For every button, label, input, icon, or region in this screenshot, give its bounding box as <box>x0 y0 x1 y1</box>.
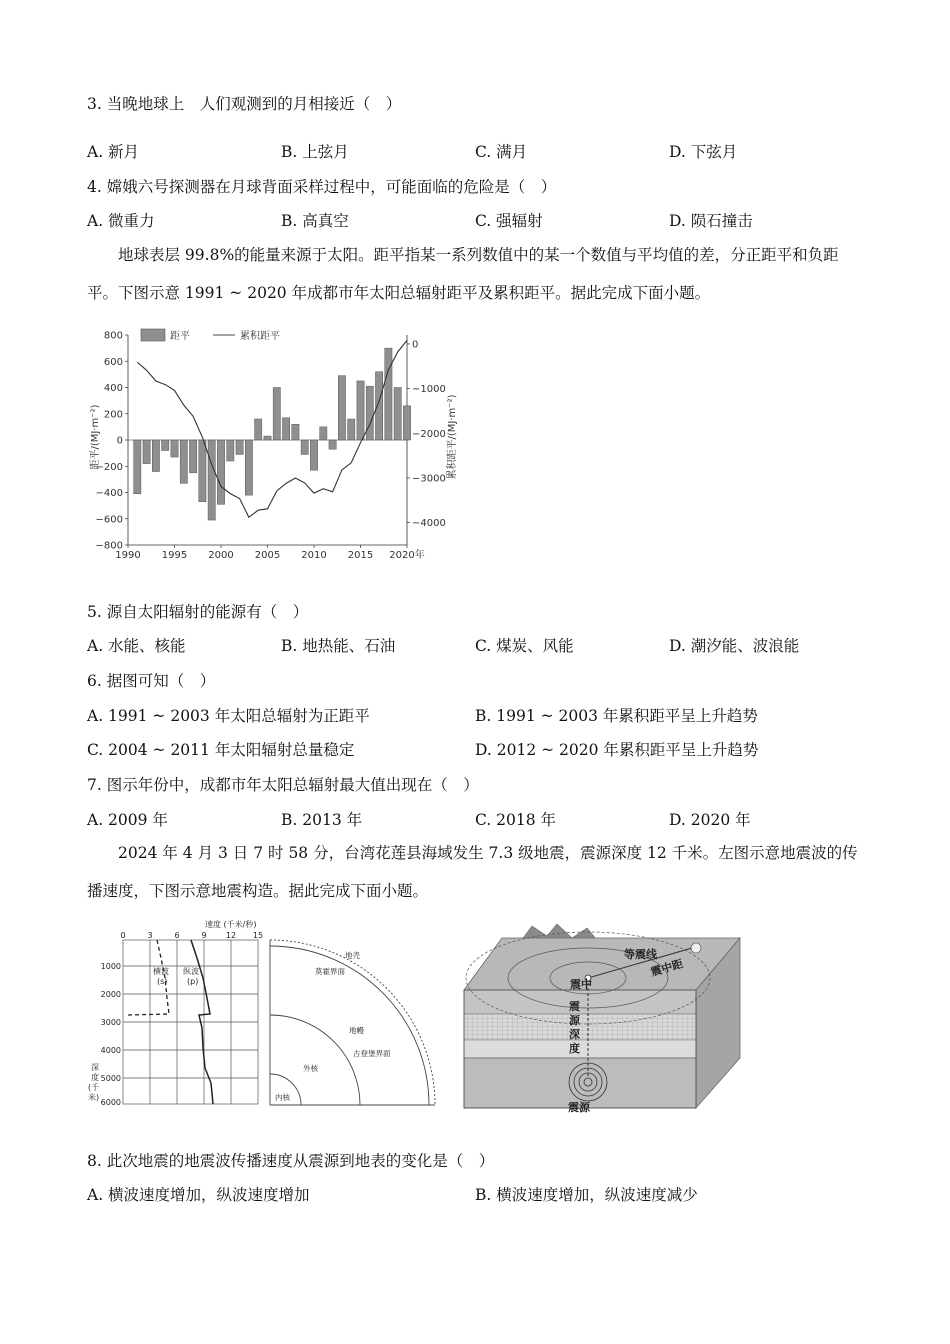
anomaly-bar <box>310 440 317 470</box>
left-tick-label: −600 <box>95 514 123 526</box>
depth-label: 度 <box>91 1073 99 1082</box>
passage-earthquake: 2024 年 4 月 3 日 7 时 58 分，台湾花莲县海域发生 7.3 级地震，震源深度 12 千米。左图示意地震波的传播速度，下图示意地震构造。据此完成下面小题。 <box>87 844 858 900</box>
right-tick-label: 0 <box>412 339 419 351</box>
anomaly-bar <box>348 419 355 440</box>
right-axis-label: 累积距平/(MJ·m⁻²) <box>447 394 458 480</box>
crust-outline <box>270 940 435 1105</box>
s-wave-label: (s) <box>157 977 168 986</box>
left-tick-label: 800 <box>103 330 123 342</box>
q6-option-c: C. 2004 ~ 2011 年太阳辐射总量稳定 <box>87 741 355 759</box>
anomaly-bar <box>282 418 289 440</box>
q5-stem: 5. 源自太阳辐射的能源有（ ） <box>87 603 309 621</box>
q5-option-b: B. 地热能、石油 <box>281 637 396 655</box>
seismic-wave-velocity-figure <box>87 918 439 1110</box>
focal-depth-char: 深 <box>569 1028 580 1041</box>
passage-solar-radiation: 地球表层 99.8%的能量来源于太阳。距平指某一系列数值中的某一个数值与平均值的差，分正距平和负距平。下图示意 1991 ~ 2020 年成都市年太阳总辐射距平及累积距平。据此完成下面小题。 <box>87 246 839 302</box>
anomaly-bar <box>199 440 206 502</box>
right-tick-label: −3000 <box>412 473 446 485</box>
anomaly-bar <box>338 376 345 440</box>
anomaly-bar <box>329 440 336 449</box>
x-tick-label: 2005 <box>254 550 281 561</box>
depth-label: (千 <box>88 1083 100 1092</box>
anomaly-bar <box>320 427 327 440</box>
depth-label: 深 <box>91 1063 99 1072</box>
epicenter-label: 震中 <box>570 978 592 991</box>
q3-stem: 3. 当晚地球上 人们观测到的月相接近（ ） <box>87 95 402 113</box>
q7-option-a: A. 2009 年 <box>87 811 168 829</box>
focal-depth-char: 度 <box>569 1042 580 1055</box>
x-tick-label: 2015 <box>347 550 374 561</box>
q3-option-b: B. 上弦月 <box>281 143 349 161</box>
x-tick-label: 2000 <box>208 550 234 561</box>
q6-stem: 6. 据图可知（ ） <box>87 672 216 690</box>
speed-tick: 6 <box>174 931 180 940</box>
anomaly-bar <box>180 440 187 483</box>
gutenberg-outline <box>270 1015 360 1105</box>
anomaly-bar <box>273 388 280 441</box>
q6-option-a: A. 1991 ~ 2003 年太阳总辐射为正距平 <box>87 707 370 725</box>
anomaly-bar <box>366 386 373 440</box>
depth-tick: 5000 <box>100 1074 121 1083</box>
q7-stem: 7. 图示年份中，成都市年太阳总辐射最大值出现在（ ） <box>87 776 479 794</box>
q7-option-b: B. 2013 年 <box>281 811 363 829</box>
anomaly-bar <box>208 440 215 520</box>
depth-tick: 3000 <box>100 1018 121 1027</box>
earthquake-structure-figure <box>462 918 746 1114</box>
q4-option-b: B. 高真空 <box>281 212 349 230</box>
layer-inner-core: 内核 <box>275 1093 290 1102</box>
speed-tick: 3 <box>147 931 153 940</box>
left-tick-label: 600 <box>103 356 123 368</box>
anomaly-bar <box>264 436 271 440</box>
left-tick-label: 0 <box>116 435 123 447</box>
anomaly-bar <box>292 424 299 440</box>
q4-option-a: A. 微重力 <box>87 212 155 230</box>
left-tick-label: 400 <box>103 383 123 394</box>
anomaly-bar <box>236 440 243 454</box>
anomaly-bar <box>171 440 178 457</box>
q6-option-b: B. 1991 ~ 2003 年累积距平呈上升趋势 <box>475 707 758 725</box>
solar-radiation-anomaly-chart <box>85 322 465 572</box>
layer-crust: 地壳 <box>345 951 360 960</box>
anomaly-bar <box>217 440 224 504</box>
left-tick-label: −200 <box>95 461 123 473</box>
layer-mantle: 地幔 <box>349 1026 364 1035</box>
q4-stem: 4. 嫦娥六号探测器在月球背面采样过程中，可能面临的危险是（ ） <box>87 178 557 196</box>
anomaly-bar <box>162 440 169 451</box>
rock-layer-3 <box>464 1040 696 1058</box>
x-tick-label: 2010 <box>301 550 327 561</box>
q3-option-a: A. 新月 <box>87 143 140 161</box>
anomaly-bar <box>189 440 196 473</box>
q7-option-c: C. 2018 年 <box>475 811 557 829</box>
x-tick-label: 2020年 <box>389 550 425 561</box>
left-axis-label: 距平/(MJ·m⁻²) <box>90 404 101 470</box>
q8-option-a: A. 横波速度增加，纵波速度增加 <box>87 1186 310 1204</box>
right-tick-label: −4000 <box>412 518 446 530</box>
q8-option-b: B. 横波速度增加，纵波速度减少 <box>475 1186 698 1204</box>
anomaly-bar <box>227 440 234 461</box>
p-wave-label: 纵波 <box>183 967 199 976</box>
q4-option-d: D. 陨石撞击 <box>669 212 753 230</box>
p-wave-label: (p) <box>187 977 199 986</box>
q5-option-a: A. 水能、核能 <box>87 637 186 655</box>
speed-tick: 0 <box>120 931 126 940</box>
q5-option-c: C. 煤炭、风能 <box>475 637 574 655</box>
depth-label: 米) <box>88 1093 100 1102</box>
right-tick-label: −2000 <box>412 428 446 440</box>
velocity-axis-title: 速度 (千米/秒) <box>205 920 257 929</box>
anomaly-bar <box>143 440 150 464</box>
speed-tick: 15 <box>252 931 264 940</box>
right-tick-label: −1000 <box>412 384 446 396</box>
q5-option-d: D. 潮汐能、波浪能 <box>669 637 800 655</box>
anomaly-bar <box>245 440 252 495</box>
depth-tick: 1000 <box>100 962 121 971</box>
anomaly-bar <box>403 406 410 440</box>
isoseismal-label: 等震线 <box>624 948 657 961</box>
s-wave-label: 横波 <box>153 967 169 976</box>
anomaly-bar <box>301 440 308 454</box>
anomaly-bar <box>134 440 141 494</box>
anomaly-bar <box>375 372 382 440</box>
q6-option-d: D. 2012 ~ 2020 年累积距平呈上升趋势 <box>475 741 759 759</box>
speed-tick: 12 <box>225 931 237 940</box>
anomaly-bar <box>152 440 159 472</box>
left-tick-label: 200 <box>103 409 123 421</box>
depth-tick: 2000 <box>100 990 121 999</box>
x-tick-label: 1995 <box>161 550 188 561</box>
q4-option-c: C. 强辐射 <box>475 212 543 230</box>
epicentral-distance-label: 震中距 <box>649 957 685 979</box>
q7-option-d: D. 2020 年 <box>669 811 751 829</box>
x-tick-label: 1990 <box>115 550 141 561</box>
building-icon <box>691 943 701 953</box>
focus-label: 震源 <box>568 1101 590 1114</box>
legend-cumulative: 累积距平 <box>240 331 280 342</box>
speed-tick: 9 <box>201 931 207 940</box>
focal-depth-char: 震 <box>569 1000 580 1013</box>
anomaly-bar <box>394 388 401 441</box>
left-tick-label: −800 <box>95 540 123 552</box>
focal-depth-char: 源 <box>569 1014 580 1027</box>
depth-tick: 4000 <box>100 1046 121 1055</box>
depth-tick: 6000 <box>100 1098 121 1107</box>
anomaly-bar <box>385 348 392 440</box>
anomaly-bar <box>255 419 262 440</box>
rock-layer-2 <box>464 1014 696 1040</box>
legend-anomaly: 距平 <box>170 331 190 342</box>
legend-bar-swatch <box>141 329 165 341</box>
left-tick-label: −400 <box>95 488 123 499</box>
layer-moho: 莫霍界面 <box>315 967 345 976</box>
q3-option-c: C. 满月 <box>475 143 528 161</box>
layer-gutenberg: 古登堡界面 <box>353 1049 391 1058</box>
layer-outer-core: 外核 <box>303 1064 318 1073</box>
q3-option-d: D. 下弦月 <box>669 143 738 161</box>
q8-stem: 8. 此次地震的地震波传播速度从震源到地表的变化是（ ） <box>87 1152 495 1170</box>
anomaly-bar <box>357 381 364 440</box>
